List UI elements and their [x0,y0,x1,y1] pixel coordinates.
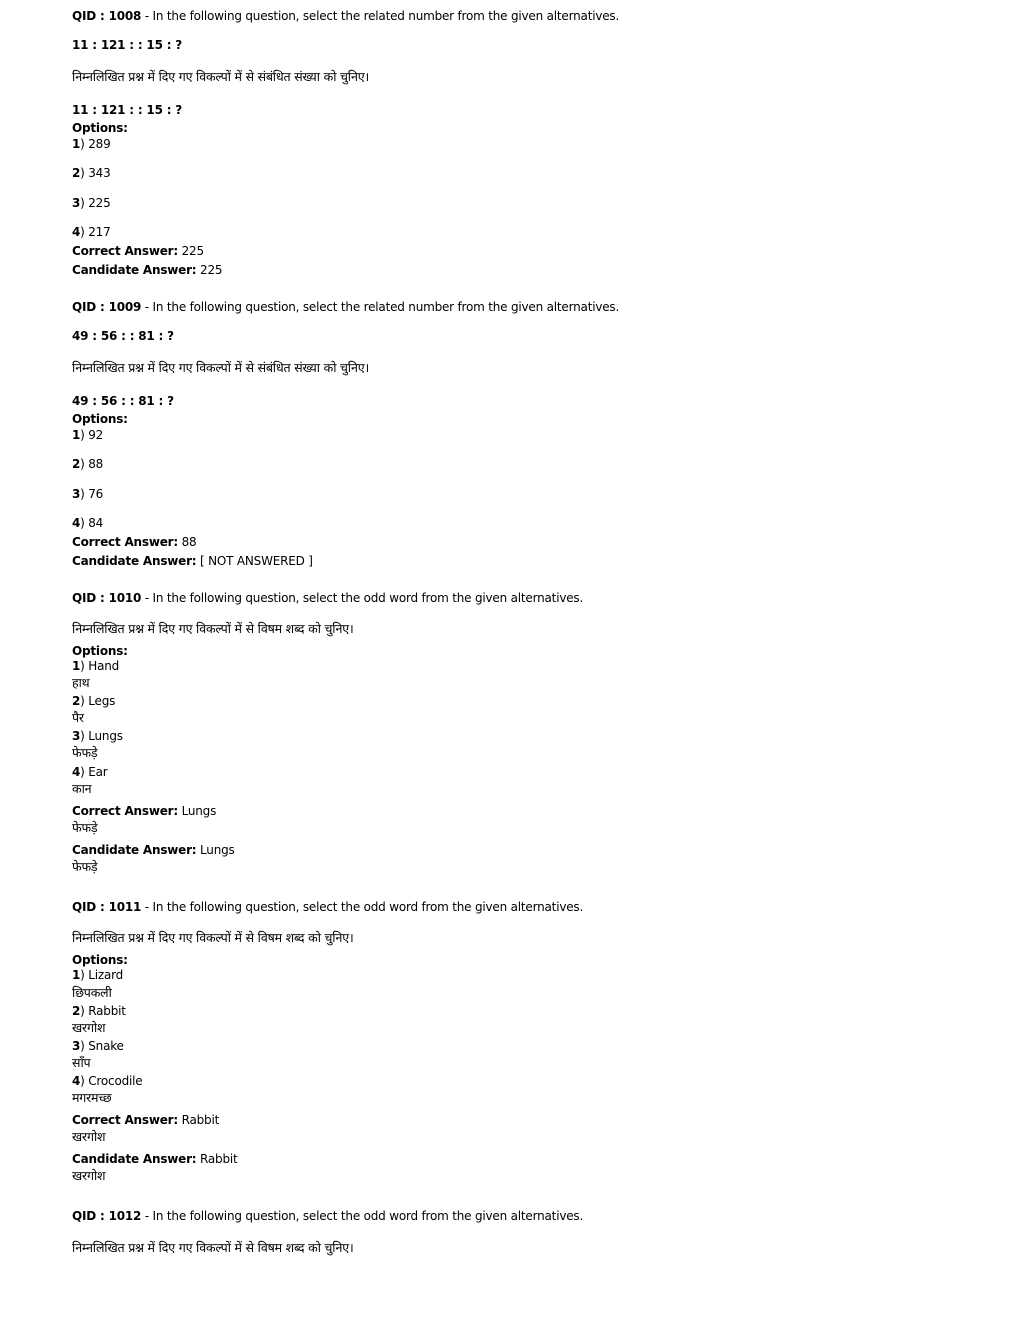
question-expression: 49 : 56 : : 81 : ? [72,329,174,343]
option-item: 2) 88 [72,457,104,471]
question-text: - In the following question, select the odd word from the given alternatives. [141,591,584,605]
option-item: 2) 343 [72,166,111,180]
option-item: 2) Legs [72,694,116,708]
question-header [72,1208,583,1224]
correct-answer: Correct Answer: Lungs [72,804,217,818]
question-header [72,590,583,606]
question-text: - In the following question, select the odd word from the given alternatives. [141,1209,584,1223]
candidate-answer: Candidate Answer: [ NOT ANSWERED ] [72,554,313,568]
option-item-hindi: छिपकली [72,985,112,1000]
qid-label: QID : 1010 [72,591,142,605]
question-text-hindi: निम्नलिखित प्रश्न में दिए गए विकल्पों में से विषम शब्द को चुनिए। [72,1240,354,1255]
option-item: 3) Snake [72,1039,124,1053]
question-text: - In the following question, select the odd word from the given alternatives. [141,900,584,914]
correct-answer: Correct Answer: 225 [72,244,204,258]
candidate-answer: Candidate Answer: 225 [72,263,223,277]
question-text: - In the following question, select the related number from the given alternatives. [141,300,620,314]
option-item-hindi: कान [72,781,92,796]
candidate-answer: Candidate Answer: Lungs [72,843,235,857]
qid-label: QID : 1012 [72,1209,142,1223]
option-item-hindi: साँप [72,1055,91,1070]
option-item-hindi: हाथ [72,675,90,690]
question-text-hindi: निम्नलिखित प्रश्न में दिए गए विकल्पों में से विषम शब्द को चुनिए। [72,621,354,636]
question-header [72,299,619,315]
option-item: 4) Crocodile [72,1074,143,1088]
option-item: 4) 217 [72,225,111,239]
question-header [72,8,619,24]
option-item-hindi: खरगोश [72,1020,106,1035]
options-label: Options: [72,412,128,426]
question-expression-hindi: 49 : 56 : : 81 : ? [72,394,174,408]
option-item-hindi: मगरमच्छ [72,1090,112,1105]
options-label: Options: [72,644,128,658]
option-item: 3) 76 [72,487,104,501]
question-expression: 11 : 121 : : 15 : ? [72,38,183,52]
question-text-hindi: निम्नलिखित प्रश्न में दिए गए विकल्पों में से संबंधित संख्या को चुनिए। [72,69,369,84]
option-item: 1) 289 [72,137,111,151]
qid-label: QID : 1008 [72,9,142,23]
question-text-hindi: निम्नलिखित प्रश्न में दिए गए विकल्पों में से विषम शब्द को चुनिए। [72,930,354,945]
question-text: - In the following question, select the related number from the given alternatives. [141,9,620,23]
correct-answer-hindi: फेफड़े [72,820,98,835]
option-item: 4) 84 [72,516,104,530]
option-item: 1) 92 [72,428,104,442]
option-item: 4) Ear [72,765,108,779]
option-item: 3) Lungs [72,729,123,743]
options-label: Options: [72,121,128,135]
option-item: 1) Hand [72,659,120,673]
candidate-answer: Candidate Answer: Rabbit [72,1152,238,1166]
candidate-answer-hindi: खरगोश [72,1168,106,1183]
correct-answer-hindi: खरगोश [72,1129,106,1144]
option-item-hindi: फेफड़े [72,745,98,760]
question-text-hindi: निम्नलिखित प्रश्न में दिए गए विकल्पों में से संबंधित संख्या को चुनिए। [72,360,369,375]
correct-answer: Correct Answer: 88 [72,535,197,549]
option-item: 2) Rabbit [72,1004,126,1018]
qid-label: QID : 1009 [72,300,142,314]
option-item: 1) Lizard [72,968,124,982]
candidate-answer-hindi: फेफड़े [72,859,98,874]
question-header [72,899,583,915]
question-expression-hindi: 11 : 121 : : 15 : ? [72,103,183,117]
option-item-hindi: पैर [72,710,84,725]
options-label: Options: [72,953,128,967]
qid-label: QID : 1011 [72,900,142,914]
option-item: 3) 225 [72,196,111,210]
correct-answer: Correct Answer: Rabbit [72,1113,220,1127]
